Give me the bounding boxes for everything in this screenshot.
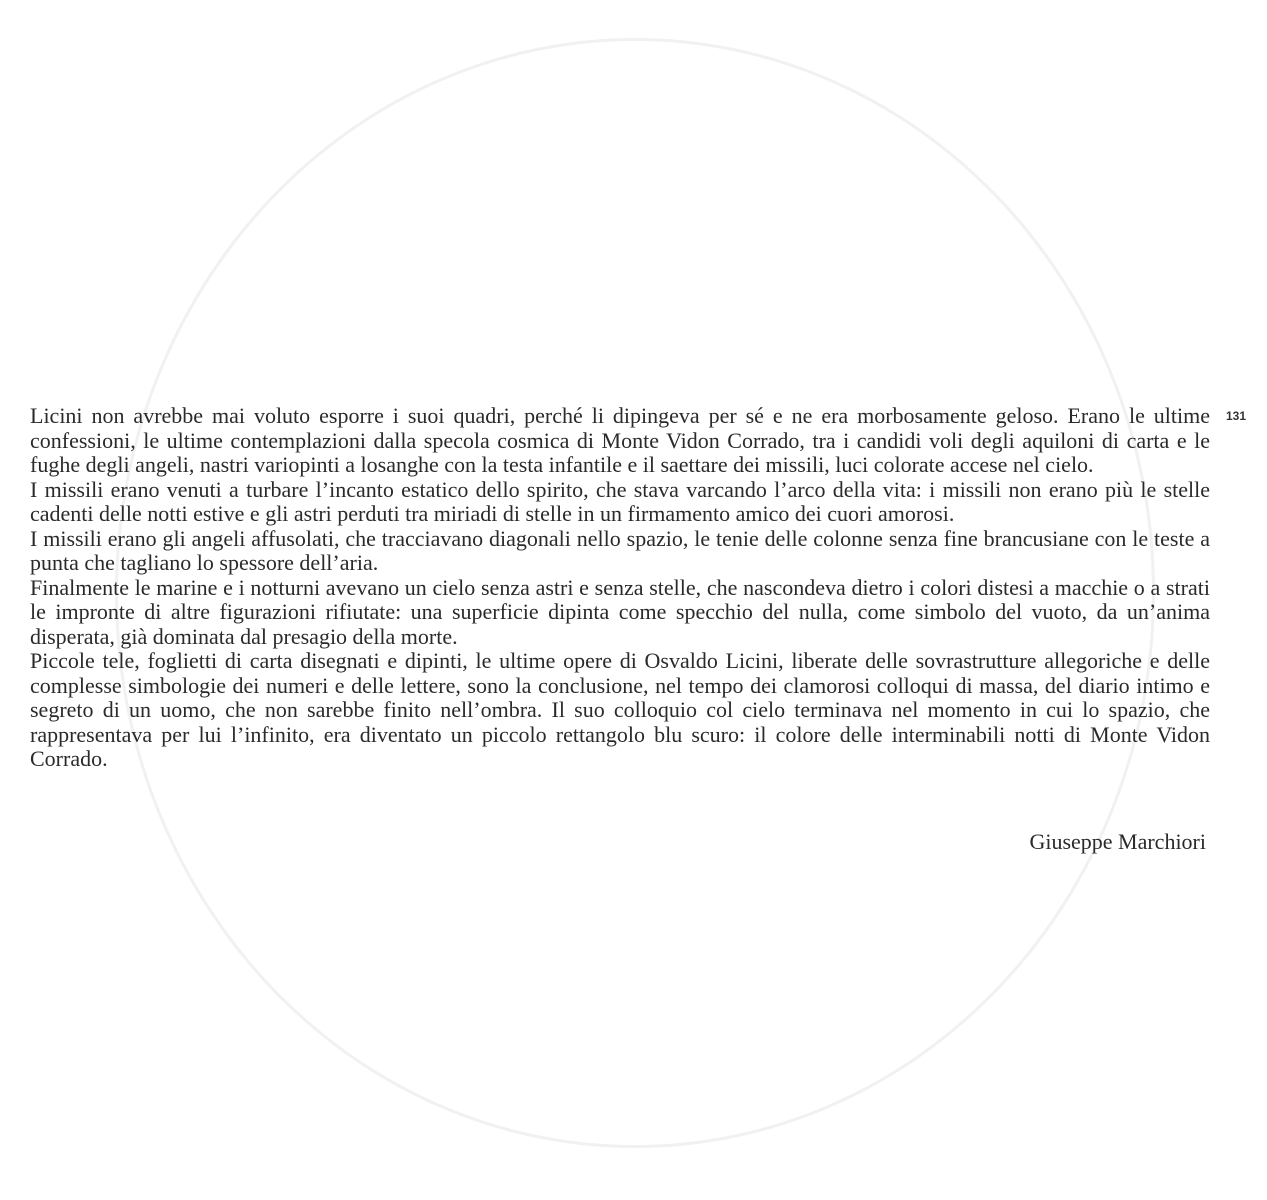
author-signature: Giuseppe Marchiori (1029, 829, 1206, 854)
paragraph-1: Licini non avrebbe mai voluto esporre i suoi quadri, perché li dipingeva per sé e ne era morbosamente geloso. Erano le ultime confessioni, le ultime contemplazioni dalla specola cosmica di Monte Vidon Corrado, tra i candidi voli degli aquiloni di carta e le fughe degli angeli, nastri variopinti a losanghe con la testa infantile e il saettare dei missili, luci colorate accese nel cielo. (30, 403, 1210, 477)
paragraph-4: Finalmente le marine e i notturni avevano un cielo senza astri e senza stelle, che nascondeva dietro i colori distesi a macchie o a strati le impronte di altre figurazioni rifiutate: una superficie dipinta come specchio del nulla, come simbolo del vuoto, da un’anima disperata, già dominata dal presagio della morte. (30, 574, 1210, 649)
article-body (30, 404, 1210, 772)
paragraph-2: I missili erano venuti a turbare l’incanto estatico dello spirito, che stava varcando l’arco della vita: i missili non erano più le stelle cadenti delle notti estive e gli astri perduti tra miriadi di stelle in un firmamento amico dei cuori amorosi. (30, 476, 1210, 526)
page-number: 131 (1226, 409, 1247, 423)
paragraph-5: Piccole tele, foglietti di carta disegnati e dipinti, le ultime opere di Osvaldo Licini, liberate delle sovrastrutture allegoriche e delle complesse simbologie dei numeri e delle lettere, sono la conclusione, nel tempo dei clamorosi colloqui di massa, del diario intimo e segreto di un uomo, che non sarebbe finito nell’ombra. Il suo colloquio col cielo terminava nel momento in cui lo spazio, che rappresentava per lui l’infinito, era diventato un piccolo rettangolo blu scuro: il colore delle interminabili notti di Monte Vidon Corrado. (30, 648, 1210, 771)
paragraph-3: I missili erano gli angeli affusolati, che tracciavano diagonali nello spazio, le tenie delle colonne senza fine brancusiane con le teste a punta che tagliano lo spessore dell’aria. (30, 525, 1210, 575)
